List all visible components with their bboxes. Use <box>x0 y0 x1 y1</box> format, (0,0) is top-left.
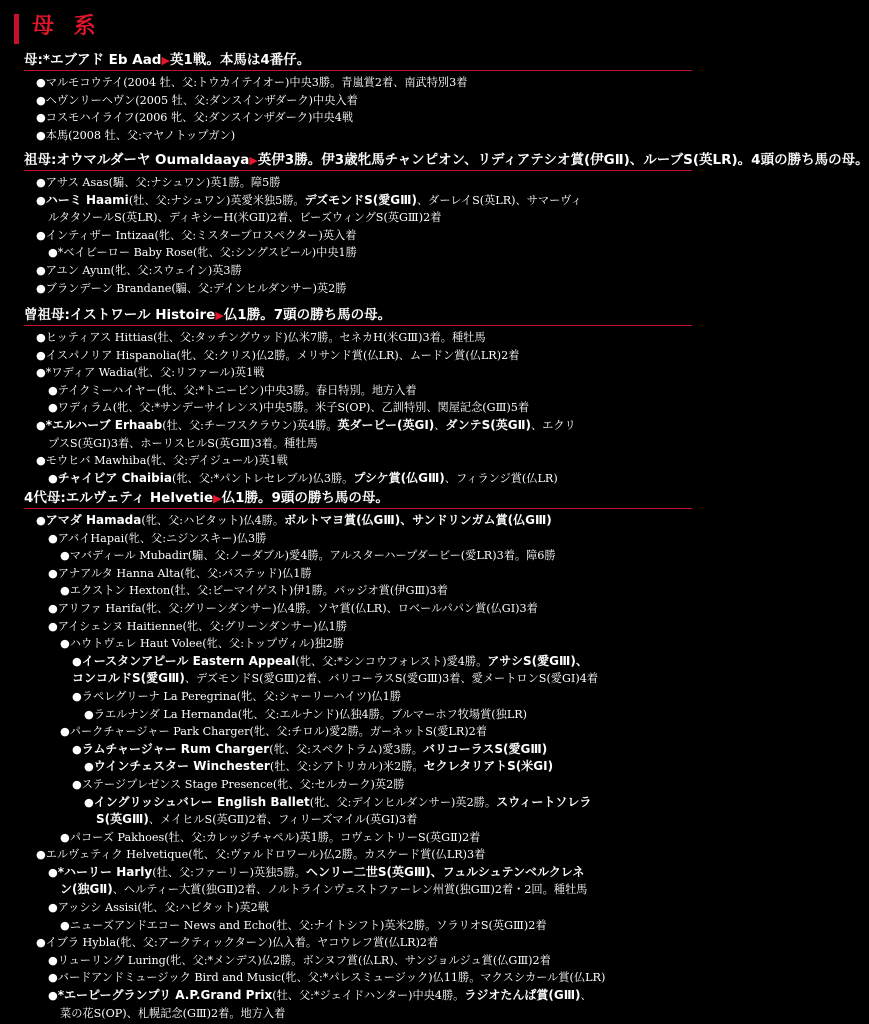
entry-highlight-text: バリコーラスS(愛GⅢ) <box>423 741 548 756</box>
entry-text: ●アリファ Harifa(牝、父:グリーンダンサー)仏4勝。ソヤ賞(仏LR)、ロベールパパン賞(仏GⅠ)3着 <box>48 601 538 615</box>
entry-highlight-text: チャイビア Chaibia <box>57 470 172 485</box>
pedigree-entry <box>24 74 692 92</box>
pedigree-entry <box>24 741 692 759</box>
entry-text: ● <box>84 795 94 809</box>
section-heading <box>24 488 692 509</box>
pedigree-entry <box>24 565 692 583</box>
entry-highlight-text: セクレタリアトS(米GⅠ) <box>423 759 554 774</box>
pedigree-entry <box>24 192 692 210</box>
entry-text: 菜の花S(OP)、札幌記念(GⅢ)2着。地方入着 <box>60 1006 286 1020</box>
pedigree-entry <box>24 244 692 262</box>
entry-text: (牝、父:ハビタット)仏4勝。 <box>141 514 285 527</box>
entry-text: ●モウヒバ Mawhiba(牝、父:デイジュール)英1戦 <box>36 454 288 468</box>
entry-text: ●パコーズ Pakhoes(牡、父:カレッジチャペル)英1勝。コヴェントリーS(英GⅡ)2着 <box>60 830 481 844</box>
section-heading <box>24 150 869 171</box>
section-body <box>24 329 692 487</box>
entry-text: (牝、父:*パントレセレブル)仏3勝。 <box>171 471 354 485</box>
entry-text: ● <box>36 418 46 432</box>
entry-text: ●エクストン Hexton(牡、父:ビーマイゲスト)伊1勝。バッジオ賞(伊GⅢ)3着 <box>60 584 448 598</box>
entry-text: 、フィランジ賞(仏LR) <box>444 471 558 485</box>
entry-text: ●ステージプレゼンス Stage Presence(牝、父:セルカーク)英2勝 <box>72 777 405 791</box>
entry-text: (牝、父:スペクトラム)愛3勝。 <box>269 742 423 756</box>
entry-text: ●エルヴェティク Helvetique(牝、父:ヴァルドロワール)仏2勝。カスケード賞(仏LR)3着 <box>36 848 486 862</box>
pedigree-entry <box>24 530 692 548</box>
entry-text: ● <box>48 471 58 485</box>
entry-text: ●バードアンドミュージック Bird and Music(牝、父:*パレスミュージック)仏11勝。マクスシカール賞(仏LR) <box>48 971 606 985</box>
section-heading-title: 母:*エブアド Eb Aad <box>24 52 162 68</box>
entry-highlight-text: ン(独GⅡ) <box>60 882 113 897</box>
entry-text: プスS(英GⅠ)3着、ホーリスヒルS(英GⅢ)3着。種牡馬 <box>48 436 318 450</box>
pedigree-entry <box>24 127 692 145</box>
entry-highlight-text: イングリッシュバレー English Ballet <box>93 794 310 809</box>
entry-highlight-text: ヘンリー二世S(英GⅢ)、フュルシュテンベルクレネ <box>305 864 585 879</box>
entry-highlight-text: デズモンドS(愛GⅢ) <box>304 192 417 207</box>
pedigree-entry <box>24 547 692 565</box>
entry-text: ●イブラ Hybla(牝、父:アークティックターン)仏入着。ヤコウレフ賞(仏LR)2着 <box>36 936 439 950</box>
pedigree-entry <box>24 280 692 298</box>
entry-highlight-text: アサシS(愛GⅢ)、 <box>487 653 588 668</box>
pedigree-entry <box>24 174 692 192</box>
pedigree-entry <box>24 794 692 812</box>
pedigree-entry <box>24 846 692 864</box>
section-heading <box>24 305 692 326</box>
entry-text: ●ブランデーン Brandane(騸、父:デインヒルダンサー)英2勝 <box>36 281 347 295</box>
entry-text: ●ヒッティアス Hittias(牡、父:タッチングウッド)仏米7勝。セネカH(米GⅢ)3着。種牡馬 <box>36 331 486 344</box>
section-0 <box>24 50 692 144</box>
page-title-block <box>14 8 144 44</box>
pedigree-entry <box>24 969 692 987</box>
triangle-arrow-icon: ▶ <box>215 309 224 322</box>
pedigree-entry <box>24 917 692 935</box>
pedigree-entry <box>24 470 692 488</box>
entry-highlight-text: ダンテS(英GⅡ) <box>445 417 531 432</box>
section-body <box>24 74 692 144</box>
entry-text: ● <box>72 742 82 756</box>
entry-text: ● <box>48 865 58 879</box>
entry-text: ●*ベイビーロー Baby Rose(牝、父:シングスピール)中央1勝 <box>48 246 357 260</box>
entry-text: ●アイシェンヌ Haitienne(牝、父:グリーンダンサー)仏1勝 <box>48 619 347 633</box>
entry-text: ●アサス Asas(騸、父:ナシュワン)英1勝。障5勝 <box>36 176 281 189</box>
triangle-arrow-icon: ▶ <box>249 154 258 167</box>
entry-highlight-text: 英ダービー(英GⅠ) <box>337 417 435 432</box>
pedigree-entry <box>24 811 692 829</box>
entry-text: (牡、父:ナシュワン)英愛米独5勝。 <box>128 193 305 207</box>
entry-text: ●アナアルタ Hanna Alta(牝、父:バステッド)仏1勝 <box>48 566 312 580</box>
entry-text: ●ヘヴンリーヘヴン(2005 牡、父:ダンスインザダーク)中央入着 <box>36 93 358 107</box>
pedigree-entry <box>24 987 692 1005</box>
entry-text: 、 <box>580 989 592 1003</box>
entry-highlight-text: ラムチャージャー Rum Charger <box>81 741 270 756</box>
section-body <box>24 512 692 1022</box>
pedigree-entry <box>24 899 692 917</box>
entry-text: ● <box>48 989 58 1003</box>
entry-text: ●本馬(2008 牡、父:マヤノトップガン) <box>36 128 236 142</box>
pedigree-entry <box>24 262 692 280</box>
entry-highlight-text: S(英GⅢ) <box>96 812 149 827</box>
pedigree-entry <box>24 723 692 741</box>
entry-text: (牡、父:ファーリー)英独5勝。 <box>152 865 306 879</box>
page-title: 母 系 <box>32 14 102 39</box>
pedigree-entry <box>24 227 692 245</box>
pedigree-entry <box>24 417 692 435</box>
entry-highlight-text: スウィートソレラ <box>496 794 592 809</box>
pedigree-entry <box>24 1005 692 1023</box>
pedigree-entry <box>24 934 692 952</box>
triangle-arrow-icon: ▶ <box>213 492 222 505</box>
entry-text: ●ワディラム(牝、父:*サンデーサイレンス)中央5勝。米子S(OP)、乙訓特別、関屋記念(GⅢ)5着 <box>48 401 530 415</box>
entry-text: ●イスパノリア Hispanolia(牝、父:クリス)仏2勝。メリサンド賞(仏LR)、ムードン賞(仏LR)2着 <box>36 348 520 362</box>
entry-text: ●ラペレグリーナ La Peregrina(牝、父:シャーリーハイツ)仏1勝 <box>72 689 401 703</box>
entry-text: ●*ワディア Wadia(牝、父:リファール)英1戦 <box>36 366 265 380</box>
entry-text: (牡、父:シアトリカル)米2勝。 <box>269 760 424 774</box>
section-heading-summary: 英1戦。本馬は4番仔。 <box>169 52 311 68</box>
entry-text: ●ラエルナンダ La Hernanda(牝、父:エルナンド)仏独4勝。ブルマーホフ牧場賞(独LR) <box>84 707 528 721</box>
entry-text: ●アユン Ayun(牝、父:スウェイン)英3勝 <box>36 263 242 277</box>
entry-text: (牝、父:*シンコウフォレスト)愛4勝。 <box>295 654 488 668</box>
entry-text: 、ダーレイS(英LR)、サマーヴィ <box>416 193 582 207</box>
entry-text: (牡、父:*ジェイドハンター)中央4勝。 <box>272 989 465 1003</box>
section-heading-summary: 仏1勝。7頭の勝ち馬の母。 <box>223 307 392 323</box>
pedigree-entry <box>24 952 692 970</box>
entry-text: ルタタソールS(英LR)、ディキシーH(米GⅡ)2着、ビーズウィングS(英GⅢ)2着 <box>48 211 442 225</box>
pedigree-entry <box>24 688 692 706</box>
pedigree-entry <box>24 670 692 688</box>
entry-text: ●アバイHapai(牝、父:ニジンスキー)仏3勝 <box>48 531 267 545</box>
pedigree-entry <box>24 92 692 110</box>
pedigree-entry <box>24 881 692 899</box>
pedigree-entry <box>24 864 692 882</box>
section-2 <box>24 305 692 487</box>
entry-highlight-text: プシケ賞(仏GⅢ) <box>353 470 445 485</box>
entry-text: ●アッシシ Assisi(牝、父:ハビタット)英2戦 <box>48 901 269 915</box>
section-3 <box>24 488 692 1022</box>
entry-text: ●インティザー Intizaa(牝、父:ミスタープロスペクター)英入着 <box>36 228 357 242</box>
pedigree-entry <box>24 635 692 653</box>
entry-text: ●マバディール Mubadir(騸、父:ノーダブル)愛4勝。アルスターハープダービー(愛LR)3着。障6勝 <box>60 549 556 563</box>
pedigree-entry <box>24 435 692 453</box>
entry-text: 、エクリ <box>530 418 576 432</box>
entry-text: ●テイクミーハイヤー(牝、父:*トニービン)中央3勝。春日特別。地方入着 <box>48 383 417 397</box>
entry-highlight-text: アマダ Hamada <box>45 513 142 527</box>
pedigree-entry <box>24 347 692 365</box>
entry-highlight-text: コンコルドS(愛GⅢ) <box>72 671 185 686</box>
entry-highlight-text: ボルトマヨ賞(仏GⅢ)、サンドリンガム賞(仏GⅢ) <box>284 513 552 527</box>
entry-text: 、ヘルティー大賞(独GⅡ)2着、ノルトラインヴェストファーレン州賞(独GⅢ)2着・2回。種牡馬 <box>112 883 588 897</box>
entry-text: (牝、父:デインヒルダンサー)英2勝。 <box>309 795 497 809</box>
pedigree-entry <box>24 776 692 794</box>
pedigree-entry <box>24 618 692 636</box>
entry-text: ●マルモコウテイ(2004 牡、父:トウカイテイオー)中央3勝。青嵐賞2着、南武特別3着 <box>36 76 468 89</box>
pedigree-entry <box>24 706 692 724</box>
entry-highlight-text: イースタンアピール Eastern Appeal <box>81 653 296 668</box>
entry-text: ●ハウトヴェレ Haut Volee(牝、父:トップヴィル)独2勝 <box>60 637 344 651</box>
pedigree-entry <box>24 653 692 671</box>
pedigree-entry <box>24 582 692 600</box>
pedigree-entry <box>24 512 692 530</box>
entry-text: ● <box>36 514 46 527</box>
pedigree-entry <box>24 829 692 847</box>
section-heading-summary: 英伊3勝。伊3歳牝馬チャンピオン、リディアテシオ賞(伊GⅡ)、ルーブS(英LR)。4頭の勝ち馬の母。 <box>257 152 869 168</box>
pedigree-entry <box>24 109 692 127</box>
pedigree-entry <box>24 452 692 470</box>
entry-highlight-text: ハーミ Haami <box>45 192 129 207</box>
entry-text: ●リューリング Luring(牝、父:*メンデス)仏2勝。ボンヌフ賞(仏LR)、サンジョルジュ賞(仏GⅢ)2着 <box>48 953 551 967</box>
entry-text: ● <box>72 654 82 668</box>
entry-text: ●コスモハイライフ(2006 牝、父:ダンスインザダーク)中央4戦 <box>36 111 354 125</box>
section-heading-title: 4代母:エルヴェティ Helvetie <box>24 490 214 506</box>
entry-text: ● <box>84 760 94 774</box>
entry-highlight-text: *ハーリー Harly <box>57 864 153 879</box>
entry-text: ●ニューズアンドエコー News and Echo(牡、父:ナイトシフト)英米2勝。ソラリオS(英GⅢ)2着 <box>60 918 547 932</box>
section-1 <box>24 150 869 297</box>
pedigree-entry <box>24 758 692 776</box>
triangle-arrow-icon: ▶ <box>161 54 170 67</box>
entry-highlight-text: ラジオたんぱ賞(GⅢ) <box>464 988 581 1003</box>
pedigree-entry <box>24 364 692 382</box>
entry-highlight-text: *エルハーブ Erhaab <box>45 417 163 432</box>
entry-highlight-text: *エーピーグランプリ A.P.Grand Prix <box>57 988 273 1003</box>
section-heading <box>24 50 692 71</box>
pedigree-entry <box>24 399 692 417</box>
pedigree-entry <box>24 382 692 400</box>
section-body <box>24 174 692 297</box>
title-accent-bar <box>14 14 19 44</box>
pedigree-entry <box>24 600 692 618</box>
entry-text: 、メイヒルS(英GⅡ)2着、フィリーズマイル(英GⅠ)3着 <box>148 813 418 827</box>
entry-text: (牡、父:チーフスクラウン)英4勝。 <box>162 418 338 432</box>
section-heading-title: 曾祖母:イストワール Histoire <box>24 307 216 323</box>
entry-text: 、デズモンドS(愛GⅢ)2着、バリコーラスS(愛GⅢ)3着、愛メートロンS(愛GⅠ)4着 <box>184 672 599 686</box>
pedigree-entry <box>24 329 692 347</box>
section-heading-summary: 仏1勝。9頭の勝ち馬の母。 <box>221 490 389 506</box>
entry-text: ● <box>36 193 46 207</box>
entry-text: ●パークチャージャー Park Charger(牝、父:チロル)愛2勝。ガーネットS(愛LR)2着 <box>60 725 487 739</box>
pedigree-entry <box>24 209 692 227</box>
entry-text: 、 <box>434 418 446 432</box>
entry-highlight-text: ウインチェスター Winchester <box>93 759 270 774</box>
section-heading-title: 祖母:オウマルダーヤ Oumaldaaya <box>24 152 250 168</box>
